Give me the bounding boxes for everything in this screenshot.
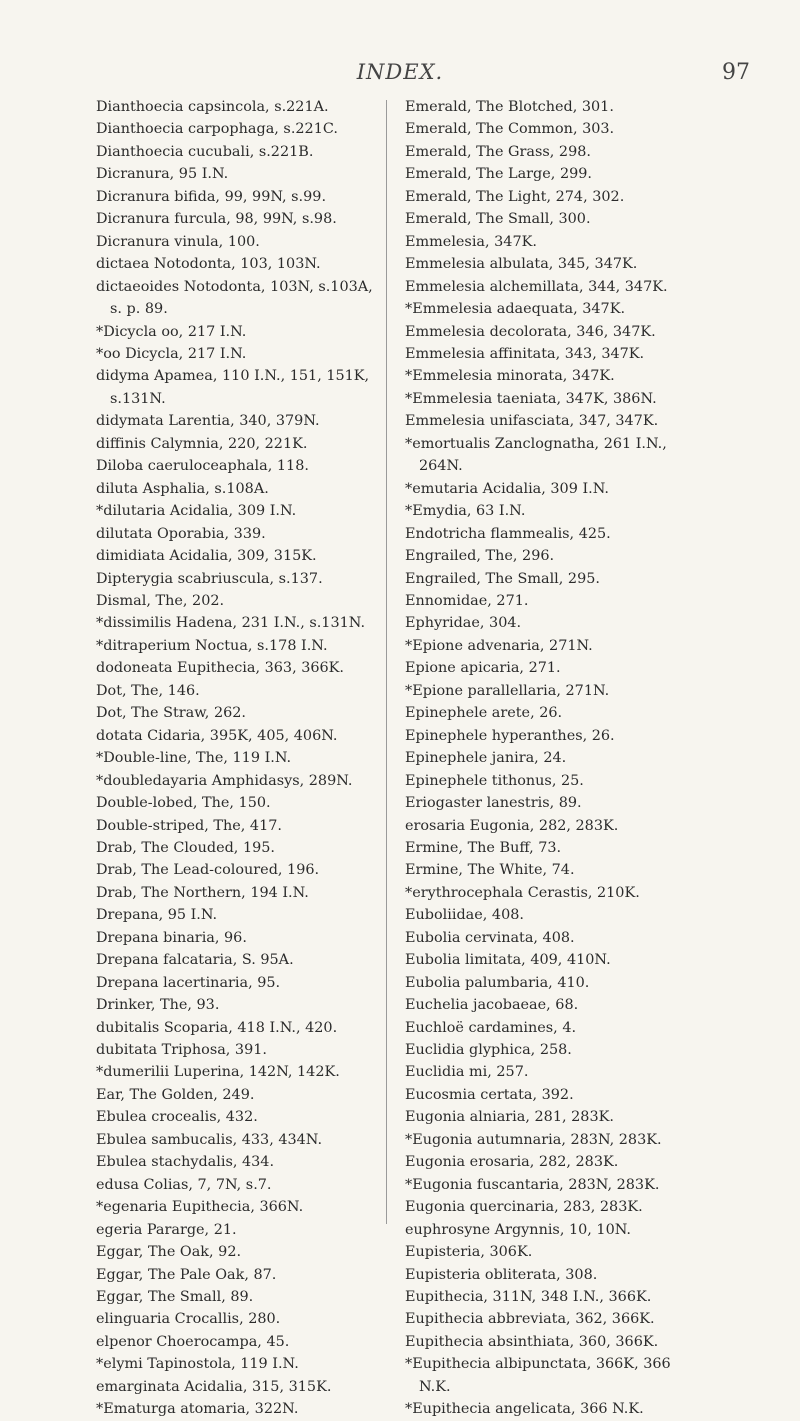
index-entry: Eggar, The Oak, 92.	[96, 1244, 242, 1261]
index-entry: Dicranura bifida, 99, 99N, s.99.	[96, 188, 327, 205]
index-entry: Emerald, The Blotched, 301.	[405, 99, 614, 115]
index-entry: Drepana binaria, 96.	[96, 929, 247, 946]
index-entry: Dismal, The, 202.	[96, 592, 225, 609]
index-entry: Endotricha flammealis, 425.	[405, 525, 611, 542]
index-entry: Dicranura vinula, 100.	[96, 233, 260, 250]
index-entry: *Eugonia autumnaria, 283N, 283K.	[405, 1131, 662, 1148]
index-entry: *Emmelesia adaequata, 347K.	[405, 301, 626, 318]
index-entry: *Ematurga atomaria, 322N.	[96, 1401, 299, 1418]
index-entry: *oo Dicycla, 217 I.N.	[96, 345, 247, 362]
index-entry: Dicranura, 95 I.N.	[96, 166, 229, 183]
index-entry: Dipterygia scabriuscula, s.137.	[96, 570, 323, 587]
index-entry: Double-lobed, The, 150.	[96, 795, 271, 812]
index-entry: Dianthoecia cucubali, s.221B.	[96, 143, 314, 160]
index-entry: Eubolia cervinata, 408.	[405, 929, 575, 946]
index-entry: *Emmelesia minorata, 347K.	[405, 368, 615, 385]
index-entry: Euchelia jacobaeae, 68.	[405, 997, 579, 1014]
index-entry: Ermine, The White, 74.	[405, 862, 575, 879]
column-divider	[386, 100, 387, 1224]
index-entry: Emmelesia, 347K.	[405, 233, 537, 250]
index-entry: *Eugonia fuscantaria, 283N, 283K.	[405, 1176, 660, 1193]
index-entry: diluta Asphalia, s.108A.	[96, 480, 269, 497]
index-entry: Drepana lacertinaria, 95.	[96, 974, 281, 991]
index-entry: Engrailed, The, 296.	[405, 548, 555, 565]
index-entry: *ditraperium Noctua, s.178 I.N.	[96, 637, 328, 654]
index-entry: Euclidia glyphica, 258.	[405, 1042, 572, 1059]
index-entry: dodoneata Eupithecia, 363, 366K.	[96, 660, 345, 677]
index-entry: Epione apicaria, 271.	[405, 660, 561, 677]
index-entry: *erythrocephala Cerastis, 210K.	[405, 884, 640, 901]
index-entry: Eggar, The Small, 89.	[96, 1289, 254, 1306]
index-entry: Eupithecia abbreviata, 362, 366K.	[405, 1311, 655, 1328]
index-entry: Dot, The Straw, 262.	[96, 705, 246, 722]
index-entry: *Eupithecia albipunctata, 366K, 366 N.K.	[405, 1356, 671, 1395]
index-entry: dictaeoides Notodonta, 103N, s.103A, s. p. 89.	[96, 278, 373, 318]
index-entry: Emerald, The Small, 300.	[405, 211, 591, 228]
index-entry: Dianthoecia capsincola, s.221A.	[96, 99, 329, 115]
index-column-left	[96, 96, 381, 1421]
index-entry: Ebulea stachydalis, 434.	[96, 1154, 275, 1171]
index-entry: *egenaria Eupithecia, 366N.	[96, 1199, 304, 1216]
index-entry: *dissimilis Hadena, 231 I.N., s.131N.	[96, 615, 366, 632]
index-entry: *dilutaria Acidalia, 309 I.N.	[96, 503, 297, 520]
index-entry: Eugonia erosaria, 282, 283K.	[405, 1154, 619, 1171]
index-entry: emarginata Acidalia, 315, 315K.	[96, 1378, 332, 1395]
index-entry: Dot, The, 146.	[96, 682, 200, 699]
index-entry: dictaea Notodonta, 103, 103N.	[96, 256, 321, 273]
index-entry: Ebulea sambucalis, 433, 434N.	[96, 1131, 323, 1148]
index-entry: Dianthoecia carpophaga, s.221C.	[96, 121, 338, 138]
index-entry: diffinis Calymnia, 220, 221K.	[96, 435, 308, 452]
index-entry: *elymi Tapinostola, 119 I.N.	[96, 1356, 299, 1373]
index-entry: *Epione advenaria, 271N.	[405, 637, 593, 654]
index-entry: Eubolia palumbaria, 410.	[405, 974, 590, 991]
index-entry: didyma Apamea, 110 I.N., 151, 151K, s.131N.	[96, 368, 370, 407]
index-entry: *Epione parallellaria, 271N.	[405, 682, 610, 699]
index-entry: Euboliidae, 408.	[405, 907, 524, 924]
index-entry: Epinephele tithonus, 25.	[405, 772, 584, 789]
index-entry: Euclidia mi, 257.	[405, 1064, 529, 1081]
index-entry: Dicranura furcula, 98, 99N, s.98.	[96, 211, 337, 228]
index-entry: dubitalis Scoparia, 418 I.N., 420.	[96, 1019, 338, 1036]
index-entry: Euchloë cardamines, 4.	[405, 1019, 577, 1036]
index-entry: Drinker, The, 93.	[96, 997, 220, 1014]
index-entry: *dumerilii Luperina, 142N, 142K.	[96, 1064, 340, 1081]
index-entry: Emerald, The Large, 299.	[405, 166, 592, 183]
index-entry: elinguaria Crocallis, 280.	[96, 1311, 281, 1328]
index-entry: euphrosyne Argynnis, 10, 10N.	[405, 1221, 631, 1238]
index-entry: Drab, The Northern, 194 I.N.	[96, 884, 309, 901]
index-entry: Double-striped, The, 417.	[96, 817, 282, 834]
index-entry: egeria Pararge, 21.	[96, 1221, 237, 1238]
index-entry: Eupithecia absinthiata, 360, 366K.	[405, 1333, 659, 1350]
index-entry: Eubolia limitata, 409, 410N.	[405, 952, 611, 969]
index-entry: *Eupithecia angelicata, 366 N.K.	[405, 1401, 644, 1418]
index-entry: Ear, The Golden, 249.	[96, 1086, 255, 1103]
index-entry: Ephyridae, 304.	[405, 615, 522, 632]
page-header	[0, 60, 800, 100]
index-entry: Emmelesia alchemillata, 344, 347K.	[405, 278, 668, 295]
index-column-right	[405, 96, 705, 1421]
index-entry: Eupithecia, 311N, 348 I.N., 366K.	[405, 1289, 652, 1306]
index-entry: Emmelesia decolorata, 346, 347K.	[405, 323, 656, 340]
index-entry: Drepana falcataria, S. 95A.	[96, 952, 294, 969]
index-entry: Drab, The Lead-coloured, 196.	[96, 862, 320, 879]
index-entry: Emmelesia unifasciata, 347, 347K.	[405, 413, 659, 430]
index-entry: didymata Larentia, 340, 379N.	[96, 413, 320, 430]
index-entry: Epinephele janira, 24.	[405, 750, 567, 767]
index-entry: Drab, The Clouded, 195.	[96, 839, 275, 856]
index-entry: Ebulea crocealis, 432.	[96, 1109, 258, 1126]
index-entry: edusa Colias, 7, 7N, s.7.	[96, 1176, 272, 1193]
index-entry: Emerald, The Common, 303.	[405, 121, 615, 138]
index-entry: *emortualis Zanclognatha, 261 I.N., 264N.	[405, 435, 667, 475]
index-entry: Ennomidae, 271.	[405, 592, 529, 609]
index-entry: Eupisteria obliterata, 308.	[405, 1266, 598, 1283]
index-entry: *Emmelesia taeniata, 347K, 386N.	[405, 390, 657, 407]
index-entry: Drepana, 95 I.N.	[96, 907, 218, 924]
index-entry: *doubledayaria Amphidasys, 289N.	[96, 772, 353, 789]
index-entry: Emmelesia affinitata, 343, 347K.	[405, 345, 645, 362]
index-entry: dilutata Oporabia, 339.	[96, 525, 266, 542]
index-entry: dotata Cidaria, 395K, 405, 406N.	[96, 727, 338, 744]
index-entry: Epinephele hyperanthes, 26.	[405, 727, 615, 744]
index-entry: Eupisteria, 306K.	[405, 1244, 533, 1261]
index-entry: Epinephele arete, 26.	[405, 705, 563, 722]
index-entry: Eucosmia certata, 392.	[405, 1086, 574, 1103]
index-entry: dubitata Triphosa, 391.	[96, 1042, 267, 1059]
index-entry: Emerald, The Grass, 298.	[405, 143, 591, 160]
index-entry: Eugonia quercinaria, 283, 283K.	[405, 1199, 643, 1216]
index-entry: Eggar, The Pale Oak, 87.	[96, 1266, 277, 1283]
index-entry: Eriogaster lanestris, 89.	[405, 795, 582, 812]
index-entry: Emmelesia albulata, 345, 347K.	[405, 256, 638, 273]
index-entry: Diloba caeruloceaphala, 118.	[96, 458, 309, 475]
index-entry: Ermine, The Buff, 73.	[405, 839, 562, 856]
index-entry: Emerald, The Light, 274, 302.	[405, 188, 625, 205]
index-entry: Eugonia alniaria, 281, 283K.	[405, 1109, 614, 1126]
page-number: 97	[722, 60, 750, 85]
index-entry: *Emydia, 63 I.N.	[405, 503, 526, 520]
index-entry: *Double-line, The, 119 I.N.	[96, 750, 292, 767]
running-title: INDEX.	[356, 60, 444, 84]
index-entry: erosaria Eugonia, 282, 283K.	[405, 817, 619, 834]
index-entry: Engrailed, The Small, 295.	[405, 570, 600, 587]
index-entry: elpenor Choerocampa, 45.	[96, 1333, 290, 1350]
index-entry: *Dicycla oo, 217 I.N.	[96, 323, 247, 340]
index-entry: dimidiata Acidalia, 309, 315K.	[96, 548, 317, 565]
index-entry: *emutaria Acidalia, 309 I.N.	[405, 480, 609, 497]
